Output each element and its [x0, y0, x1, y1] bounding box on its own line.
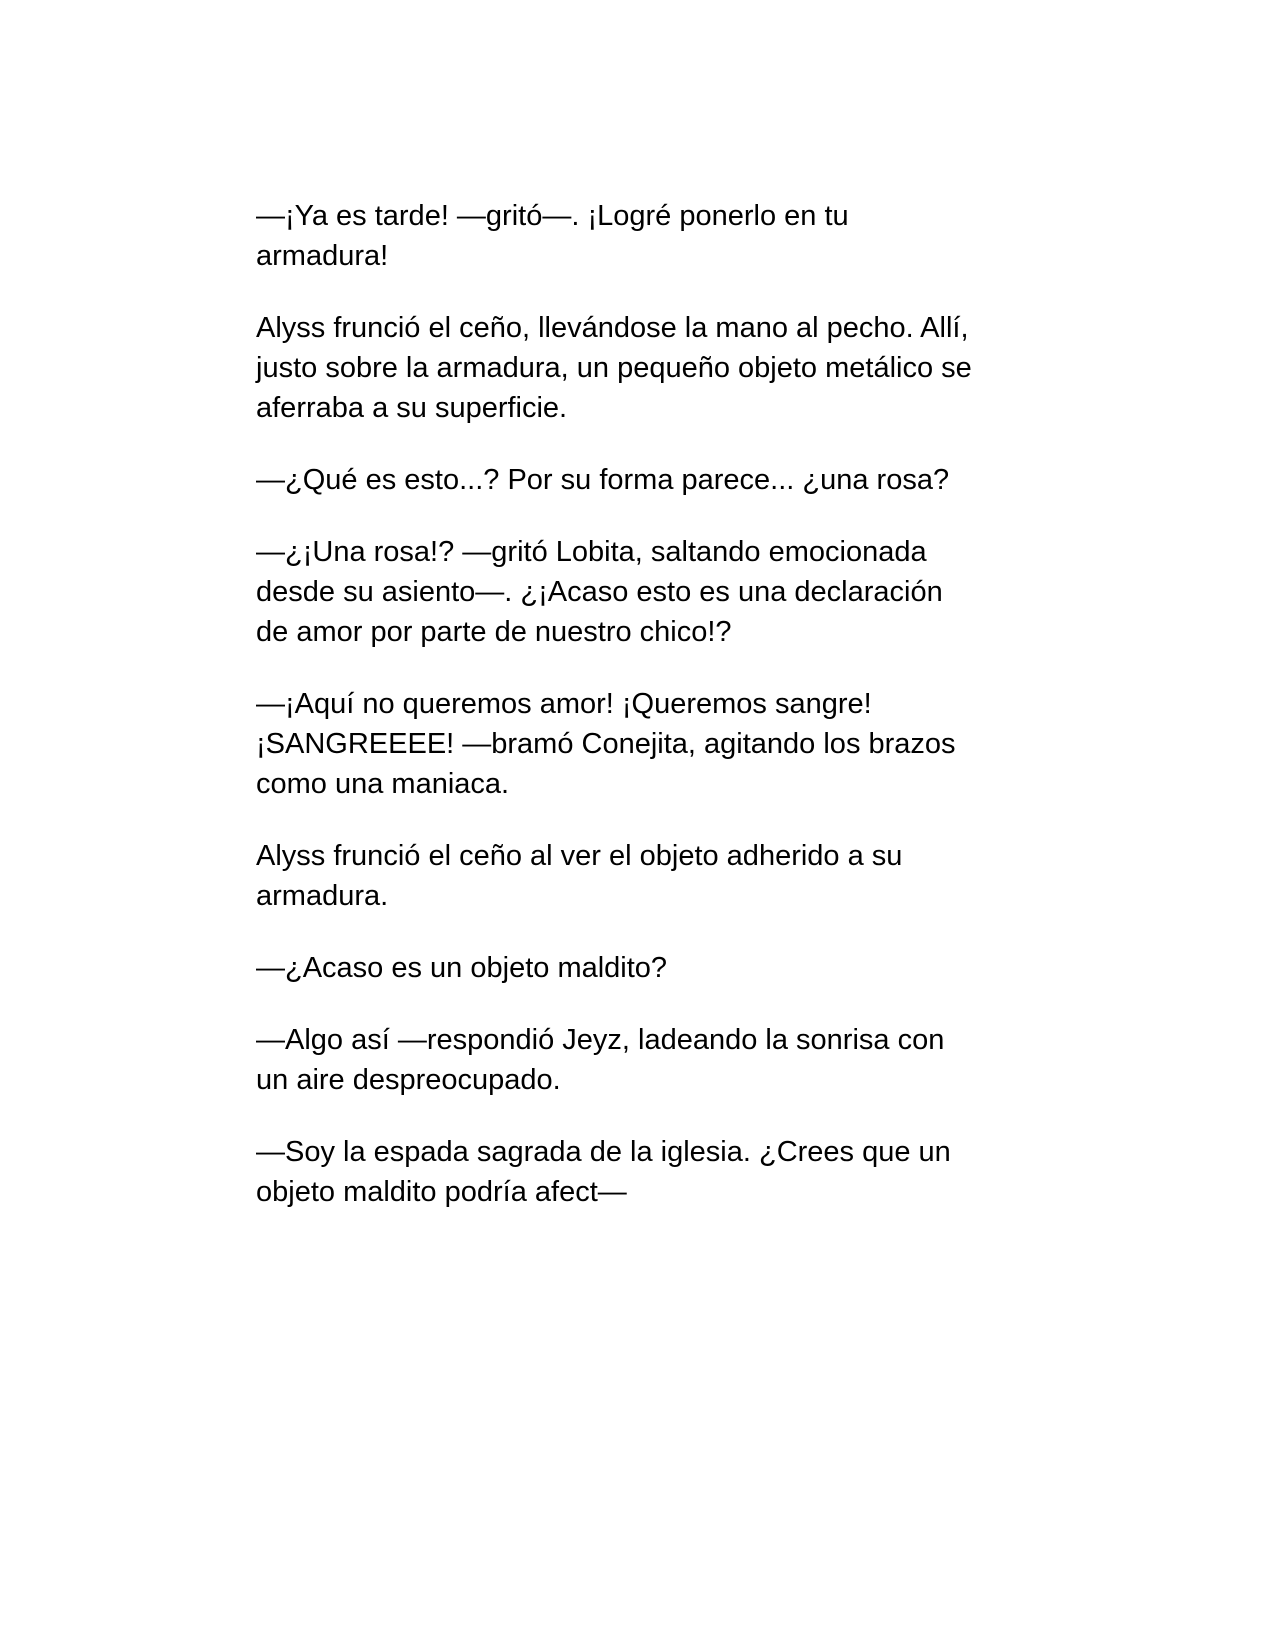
text-line: —¡Ya es tarde! —gritó—. ¡Logré ponerlo en tu — [256, 200, 849, 232]
paragraph — [256, 532, 1026, 652]
text-line: un aire despreocupado. — [256, 1064, 561, 1096]
text-line: Alyss frunció el ceño al ver el objeto adherido a su — [256, 840, 903, 872]
text-line: —¿Acaso es un objeto maldito? — [256, 952, 668, 984]
paragraph — [256, 196, 1026, 276]
paragraph — [256, 684, 1026, 804]
text-line: armadura! — [256, 240, 389, 272]
paragraph — [256, 308, 1026, 428]
paragraph — [256, 836, 1026, 916]
text-line: de amor por parte de nuestro chico!? — [256, 616, 732, 648]
text-line: desde su asiento—. ¿¡Acaso esto es una declaración — [256, 576, 943, 608]
paragraph — [256, 460, 1026, 500]
document-body — [256, 196, 1026, 1244]
text-line: justo sobre la armadura, un pequeño objeto metálico se — [256, 352, 972, 384]
text-line: —¿¡Una rosa!? —gritó Lobita, saltando emocionada — [256, 536, 927, 568]
text-line: —Algo así —respondió Jeyz, ladeando la sonrisa con — [256, 1024, 945, 1056]
text-line: aferraba a su superficie. — [256, 392, 568, 424]
text-line: objeto maldito podría afect— — [256, 1176, 627, 1208]
text-line: —Soy la espada sagrada de la iglesia. ¿Crees que un — [256, 1136, 951, 1168]
text-line: —¿Qué es esto...? Por su forma parece... ¿una rosa? — [256, 464, 950, 496]
text-line: Alyss frunció el ceño, llevándose la mano al pecho. Allí, — [256, 312, 969, 344]
paragraph — [256, 1132, 1026, 1212]
text-line: armadura. — [256, 880, 389, 912]
text-line: ¡SANGREEEE! —bramó Conejita, agitando los brazos — [256, 728, 956, 760]
paragraph — [256, 1020, 1026, 1100]
paragraph — [256, 948, 1026, 988]
text-line: como una maniaca. — [256, 768, 510, 800]
text-line: —¡Aquí no queremos amor! ¡Queremos sangre! — [256, 688, 872, 720]
